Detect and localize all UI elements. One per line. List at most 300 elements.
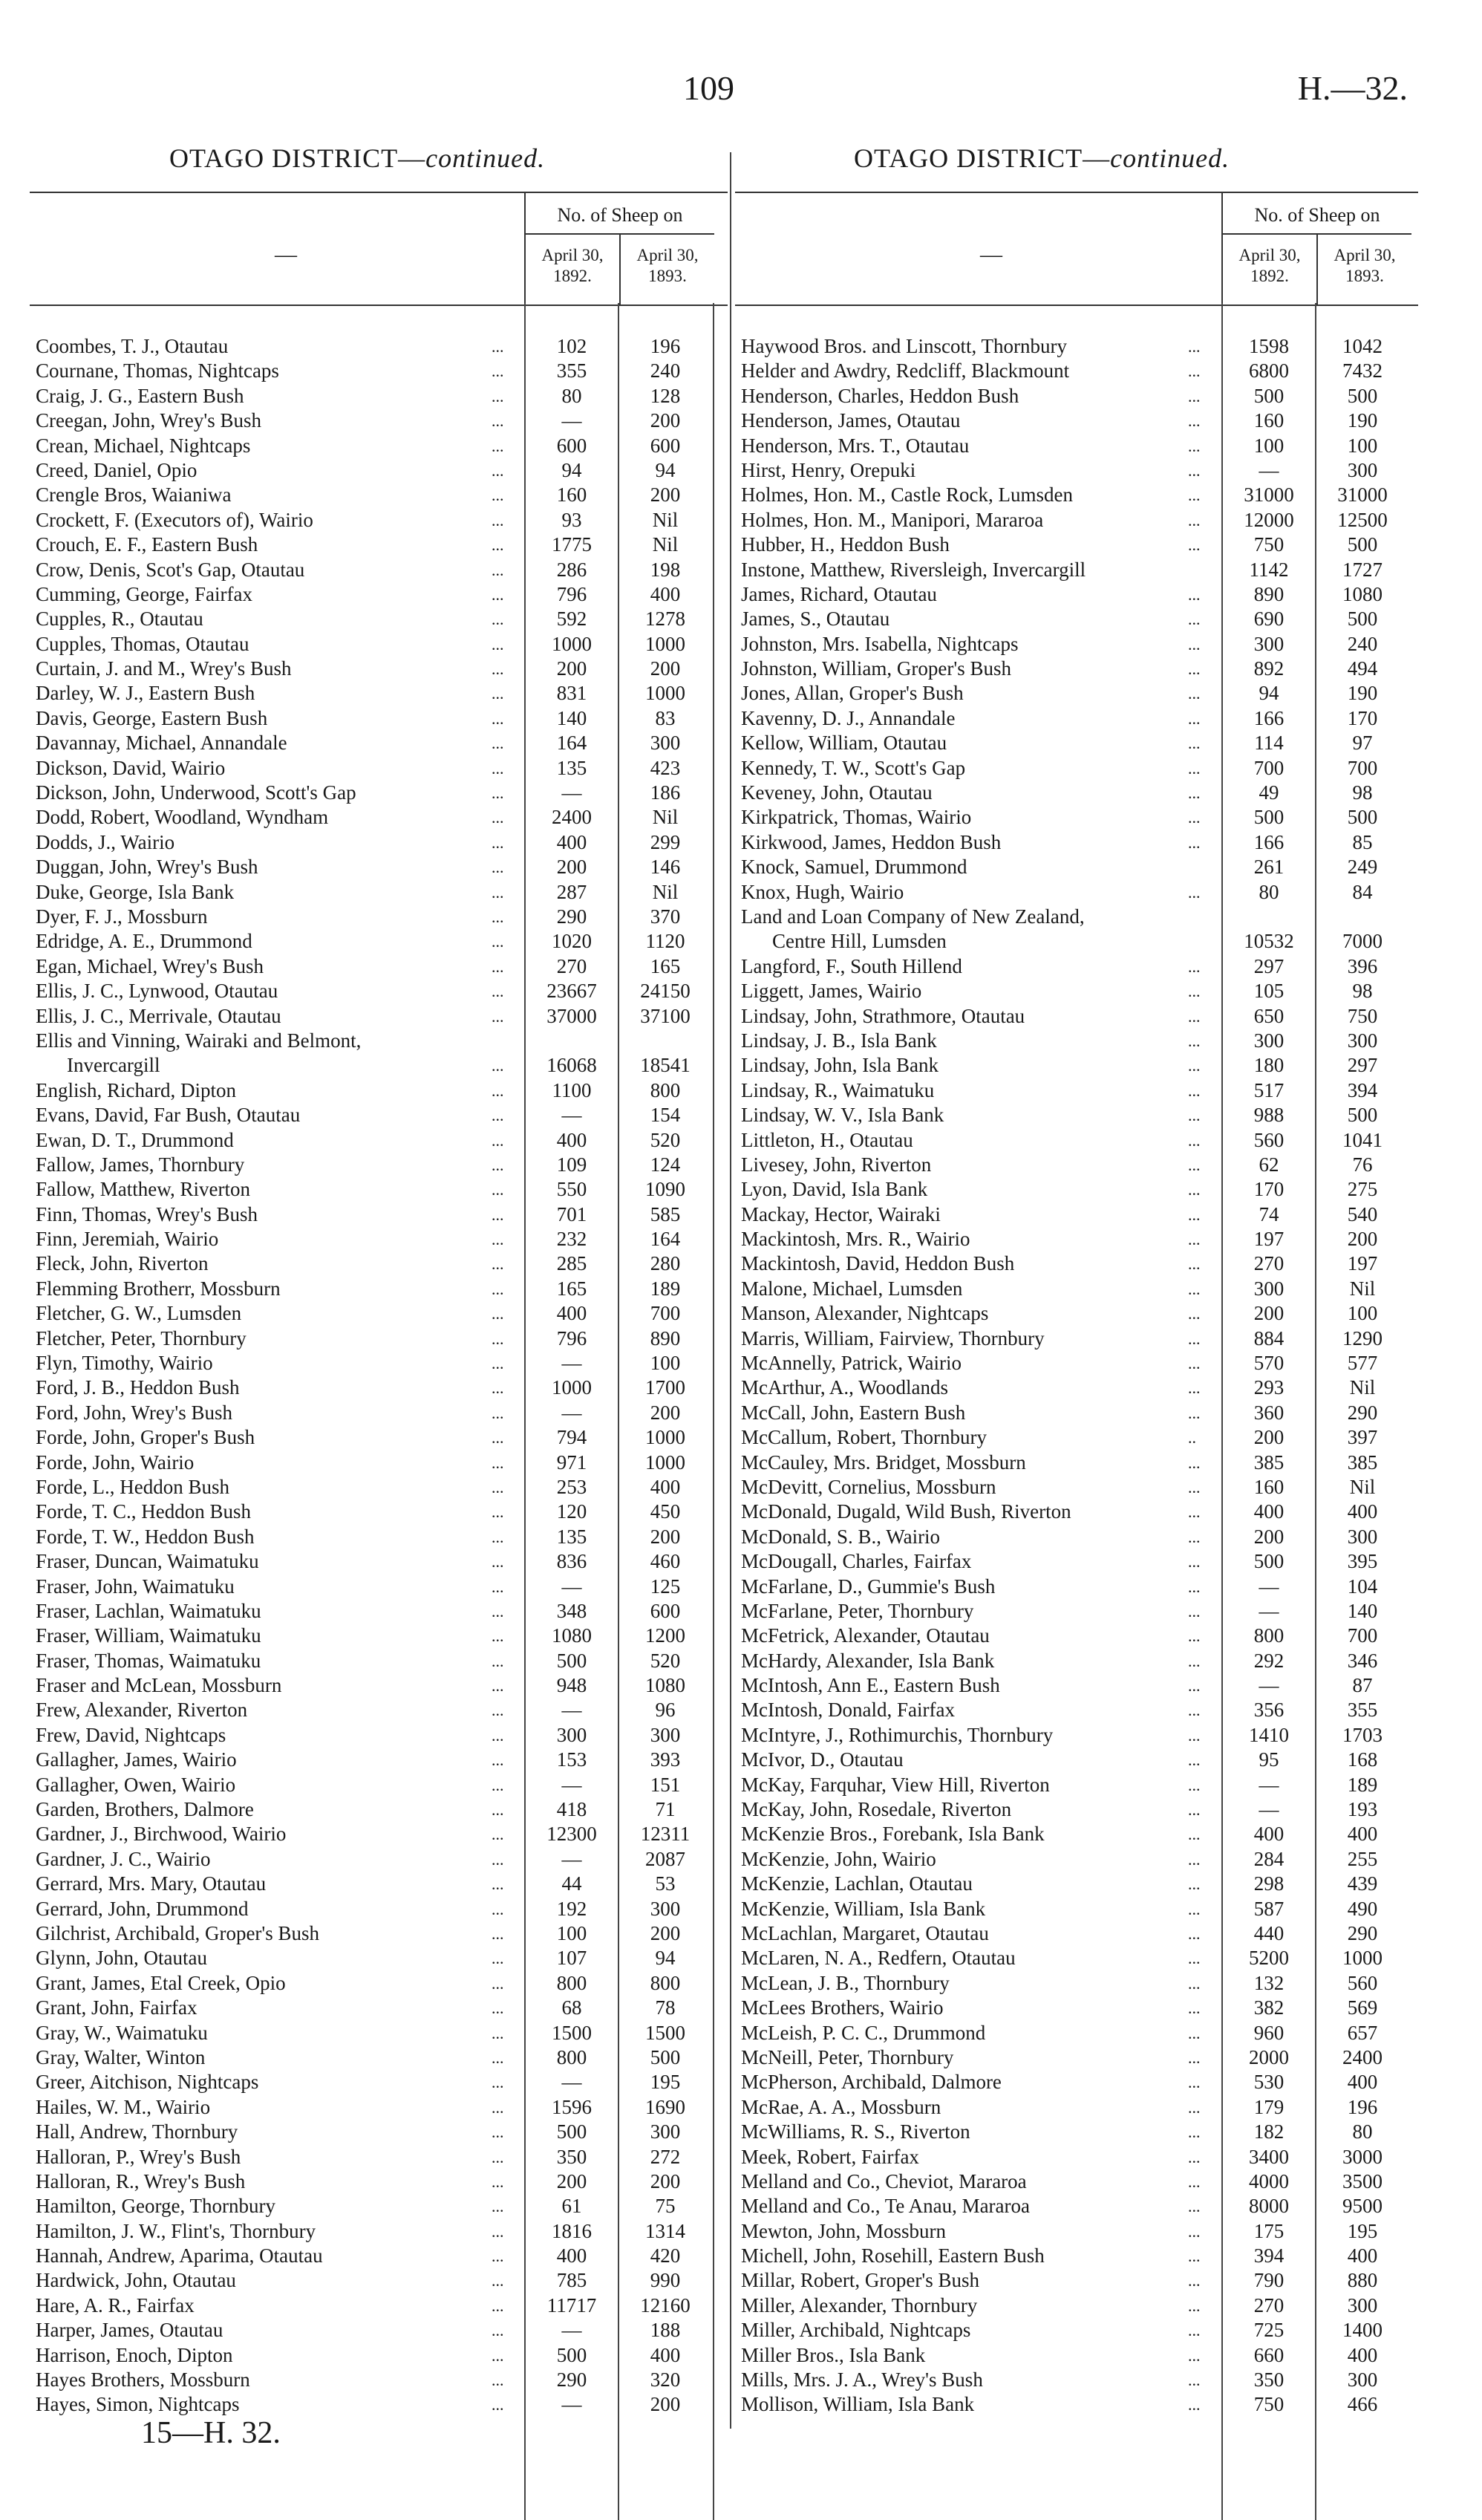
table-row — [735, 607, 1418, 631]
table-row — [30, 1202, 728, 1227]
row-name: Kirkwood, James, Heddon Bush — [741, 830, 1002, 853]
row-leader-dots: ... — [492, 1825, 504, 1844]
row-value-1893: 300 — [1347, 2293, 1378, 2316]
row-leader-dots: ... — [492, 1627, 504, 1646]
row-value-1893: 190 — [1347, 682, 1378, 705]
row-value-1892: 570 — [1253, 1352, 1284, 1375]
row-leader-dots: ... — [492, 436, 504, 455]
row-value-1893: 1500 — [645, 2021, 685, 2044]
row-value-1892: 385 — [1253, 1451, 1284, 1474]
row-name: Hamilton, George, Thornbury — [36, 2195, 275, 2218]
row-value-1892: 94 — [561, 458, 582, 481]
row-name: Evans, David, Far Bush, Otautau — [36, 1104, 301, 1127]
row-value-1893: 195 — [650, 2071, 681, 2094]
row-leader-dots: .. — [1188, 1428, 1196, 1448]
table-row — [30, 2343, 728, 2368]
row-value-1893: 577 — [1347, 1352, 1378, 1375]
row-value-1892: 95 — [1259, 1748, 1279, 1771]
table-row — [30, 2145, 728, 2169]
table-row — [30, 2244, 728, 2268]
row-leader-dots: ... — [492, 1924, 504, 1943]
row-leader-dots: ... — [492, 585, 504, 604]
table-row — [30, 2095, 728, 2120]
row-value-1893: 104 — [1347, 1575, 1378, 1598]
row-leader-dots: ... — [1188, 386, 1201, 406]
row-value-1892: — — [1259, 1773, 1279, 1796]
table-row — [735, 1351, 1418, 1375]
row-value-1893: 200 — [650, 2169, 681, 2192]
row-leader-dots: ... — [492, 1130, 504, 1150]
row-leader-dots: ... — [1188, 1130, 1201, 1150]
row-value-1892: 796 — [556, 1326, 587, 1349]
row-value-1893: Nil — [1349, 1475, 1376, 1498]
row-value-1893: 124 — [650, 1153, 681, 1176]
table-row — [735, 1177, 1418, 1202]
row-value-1892: 560 — [1253, 1128, 1284, 1151]
row-value-1892: 890 — [1253, 582, 1284, 605]
row-name: Kavenny, D. J., Annandale — [741, 706, 956, 729]
right-table — [735, 192, 1418, 2418]
table-row — [30, 805, 728, 830]
row-leader-dots: ... — [492, 510, 504, 530]
row-name: Ellis and Vinning, Wairaki and Belmont, — [36, 1029, 362, 1052]
row-leader-dots: ... — [492, 1304, 504, 1324]
row-value-1893: 280 — [650, 1252, 681, 1275]
row-leader-dots: ... — [492, 1849, 504, 1869]
table-row — [30, 905, 728, 929]
row-value-1893: 300 — [650, 1897, 681, 1920]
row-value-1893: 83 — [655, 706, 676, 729]
table-row — [735, 2219, 1418, 2244]
row-value-1893: 3000 — [1342, 2145, 1383, 2168]
header-col-1892: April 30, 1892. — [541, 246, 604, 285]
row-name: Dyer, F. J., Mossburn — [36, 905, 208, 928]
row-name: Hardwick, John, Otautau — [36, 2269, 236, 2292]
table-row — [30, 1525, 728, 1549]
row-leader-dots: ... — [492, 808, 504, 827]
row-value-1893: 200 — [650, 409, 681, 432]
row-value-1892: 164 — [556, 732, 587, 755]
row-name: Fraser, Duncan, Waimatuku — [36, 1550, 259, 1573]
row-name: Fraser and McLean, Mossburn — [36, 1674, 282, 1697]
row-name: Finn, Jeremiah, Wairio — [36, 1228, 219, 1251]
row-value-1893: 460 — [650, 1550, 681, 1573]
table-row — [30, 1599, 728, 1624]
row-value-1893: 300 — [650, 1723, 681, 1746]
row-leader-dots: ... — [492, 1577, 504, 1596]
row-leader-dots: ... — [492, 1800, 504, 1820]
table-row — [735, 2244, 1418, 2268]
row-leader-dots: ... — [492, 1502, 504, 1522]
row-value-1892: 5200 — [1249, 1947, 1289, 1970]
row-value-1892: 1080 — [552, 1624, 592, 1647]
row-value-1893: 1727 — [1342, 558, 1383, 581]
table-row — [735, 2045, 1418, 2070]
row-leader-dots: ... — [492, 2147, 504, 2166]
row-value-1892: 600 — [556, 434, 587, 457]
row-value-1893: 189 — [1347, 1773, 1378, 1796]
row-value-1892: 530 — [1253, 2071, 1284, 2094]
row-value-1893: 320 — [650, 2368, 681, 2392]
row-leader-dots: ... — [492, 1378, 504, 1398]
row-leader-dots: ... — [492, 1329, 504, 1348]
row-leader-dots: ... — [1188, 1849, 1201, 1869]
row-leader-dots: ... — [1188, 2247, 1201, 2266]
row-leader-dots: ... — [1188, 1056, 1201, 1075]
table-row — [735, 1549, 1418, 1574]
row-name: Knox, Hugh, Wairio — [741, 880, 904, 903]
row-name: Fraser, William, Waimatuku — [36, 1624, 261, 1647]
table-row — [735, 756, 1418, 781]
row-value-1892: 988 — [1253, 1104, 1284, 1127]
row-name: Glynn, John, Otautau — [36, 1947, 207, 1970]
row-value-1892: 550 — [556, 1178, 587, 1201]
row-name: McLaren, N. A., Redfern, Otautau — [741, 1947, 1016, 1970]
row-leader-dots: ... — [492, 337, 504, 356]
row-value-1893: 400 — [1347, 2071, 1378, 2094]
table-row — [30, 1698, 728, 1722]
table-row — [30, 855, 728, 879]
row-value-1893: 1041 — [1342, 1128, 1383, 1151]
row-name: Crockett, F. (Executors of), Wairio — [36, 508, 313, 531]
row-value-1892: 200 — [1253, 1302, 1284, 1325]
row-value-1893: 355 — [1347, 1699, 1378, 1722]
table-row — [735, 1475, 1418, 1500]
row-name: Cournane, Thomas, Nightcaps — [36, 359, 279, 382]
row-value-1893: 1000 — [1342, 1947, 1383, 1970]
row-leader-dots: ... — [492, 610, 504, 629]
table-row — [735, 905, 1418, 929]
row-value-1892: 400 — [556, 2244, 587, 2267]
row-value-1892: 592 — [556, 608, 587, 631]
row-value-1892: 37000 — [546, 1004, 597, 1027]
row-name: Finn, Thomas, Wrey's Bush — [36, 1202, 258, 1225]
table-row — [30, 1053, 728, 1078]
table-row — [30, 1996, 728, 2020]
row-leader-dots: ... — [1188, 1627, 1201, 1646]
row-value-1893: 1200 — [645, 1624, 685, 1647]
table-row — [735, 334, 1418, 359]
row-name: Grant, John, Fairfax — [36, 1996, 198, 2019]
row-leader-dots: ... — [1188, 1999, 1201, 2018]
row-name: McCall, John, Eastern Bush — [741, 1401, 966, 1424]
row-name: Hall, Andrew, Thornbury — [36, 2120, 238, 2143]
row-name: Manson, Alexander, Nightcaps — [741, 1302, 989, 1325]
table-row — [735, 1599, 1418, 1624]
table-row — [735, 1004, 1418, 1029]
row-value-1892: 16068 — [546, 1054, 597, 1077]
row-leader-dots: ... — [1188, 1676, 1201, 1696]
row-value-1893: 12500 — [1337, 508, 1388, 531]
row-name: Forde, John, Groper's Bush — [36, 1426, 255, 1449]
header-group — [1221, 193, 1411, 305]
row-leader-dots: ... — [492, 982, 504, 1001]
row-leader-dots: ... — [1188, 709, 1201, 728]
row-name: McFarlane, Peter, Thornbury — [741, 1599, 974, 1622]
row-value-1892: 100 — [1253, 434, 1284, 457]
district-title-suffix: continued. — [1110, 143, 1230, 173]
row-value-1893: 1400 — [1342, 2319, 1383, 2342]
row-value-1893: 423 — [650, 756, 681, 779]
row-value-1892: 350 — [1253, 2368, 1284, 2392]
row-name: Dodd, Robert, Woodland, Wyndham — [36, 806, 329, 829]
row-value-1893: 154 — [650, 1104, 681, 1127]
row-leader-dots: ... — [492, 932, 504, 951]
row-leader-dots: ... — [1188, 2147, 1201, 2166]
row-value-1893: 100 — [1347, 434, 1378, 457]
row-value-1893: 300 — [1347, 458, 1378, 481]
row-value-1892: 107 — [556, 1947, 587, 1970]
table-row — [735, 1500, 1418, 1524]
row-name: Davannay, Michael, Annandale — [36, 732, 287, 755]
row-name: Keveney, John, Otautau — [741, 781, 933, 804]
row-name: McKenzie, John, Wairio — [741, 1847, 936, 1870]
table-row — [30, 1897, 728, 1921]
row-value-1892: 660 — [1253, 2343, 1284, 2366]
row-value-1892: — — [561, 2319, 582, 2342]
table-row — [735, 954, 1418, 979]
table-row — [735, 1797, 1418, 1822]
row-value-1893: 9500 — [1342, 2195, 1383, 2218]
table-row — [735, 1847, 1418, 1872]
row-name: Davis, George, Eastern Bush — [36, 706, 268, 729]
table-row — [735, 582, 1418, 607]
row-name: Lindsay, J. B., Isla Bank — [741, 1029, 937, 1052]
table-row — [30, 731, 728, 755]
row-value-1893: 600 — [650, 434, 681, 457]
row-leader-dots: ... — [1188, 1527, 1201, 1546]
row-value-1892: — — [1259, 1575, 1279, 1598]
table-row — [30, 929, 728, 954]
row-value-1892: 836 — [556, 1550, 587, 1573]
table-row — [735, 483, 1418, 507]
row-value-1893: 395 — [1347, 1550, 1378, 1573]
row-name: Centre Hill, Lumsden — [772, 930, 947, 953]
row-value-1893: 7432 — [1342, 359, 1383, 382]
row-value-1892: 170 — [1253, 1178, 1284, 1201]
row-leader-dots: ... — [492, 1527, 504, 1546]
row-leader-dots: ... — [492, 1552, 504, 1572]
table-row — [30, 1004, 728, 1029]
row-leader-dots: ... — [1188, 833, 1201, 852]
row-value-1892: 49 — [1259, 781, 1279, 804]
row-name: Forde, T. W., Heddon Bush — [36, 1525, 255, 1548]
row-leader-dots: ... — [1188, 660, 1201, 679]
row-value-1892: 400 — [556, 1128, 587, 1151]
row-leader-dots: ... — [492, 1006, 504, 1026]
row-value-1892: 587 — [1253, 1897, 1284, 1920]
row-name: Gardner, J., Birchwood, Wairio — [36, 1823, 287, 1846]
row-value-1893: 100 — [1347, 1302, 1378, 1325]
table-row — [30, 1649, 728, 1673]
row-leader-dots: ... — [1188, 2371, 1201, 2390]
row-name: Melland and Co., Te Anau, Mararoa — [741, 2195, 1031, 2218]
table-row — [735, 2021, 1418, 2045]
row-leader-dots: ... — [1188, 957, 1201, 976]
row-name: Gardner, J. C., Wairio — [36, 1847, 211, 1870]
table-row — [735, 508, 1418, 533]
row-value-1892: 892 — [1253, 657, 1284, 680]
row-value-1892: 800 — [556, 2045, 587, 2068]
row-value-1892: 8000 — [1249, 2195, 1289, 2218]
row-value-1893: 1703 — [1342, 1723, 1383, 1746]
row-value-1893: 189 — [650, 1277, 681, 1300]
row-name: Ellis, J. C., Lynwood, Otautau — [36, 980, 278, 1003]
row-value-1893: 200 — [1347, 1228, 1378, 1251]
row-value-1892: 160 — [556, 484, 587, 507]
table-row — [735, 2145, 1418, 2169]
row-value-1893: 657 — [1347, 2021, 1378, 2044]
row-leader-dots: ... — [492, 1725, 504, 1745]
row-leader-dots: ... — [492, 957, 504, 976]
row-name: Kellow, William, Otautau — [741, 732, 947, 755]
table-row — [30, 1351, 728, 1375]
row-name: McKay, John, Rosedale, Riverton — [741, 1798, 1012, 1821]
row-name: McLean, J. B., Thornbury — [741, 1971, 950, 1994]
table-row — [735, 359, 1418, 383]
row-leader-dots: ... — [492, 1403, 504, 1422]
row-name: Harper, James, Otautau — [36, 2319, 223, 2342]
row-leader-dots: ... — [492, 1676, 504, 1696]
row-leader-dots: ... — [1188, 1378, 1201, 1398]
table-row — [735, 1301, 1418, 1326]
table-row — [30, 2021, 728, 2045]
table-row — [735, 1375, 1418, 1400]
row-leader-dots: ... — [1188, 2048, 1201, 2067]
row-leader-dots: ... — [1188, 1701, 1201, 1720]
table-row — [735, 1624, 1418, 1648]
row-value-1892: 1100 — [552, 1078, 592, 1101]
row-value-1893: 700 — [1347, 1624, 1378, 1647]
row-value-1892: 297 — [1253, 954, 1284, 977]
row-value-1892: 796 — [556, 582, 587, 605]
row-value-1892: 1596 — [552, 2095, 592, 2118]
row-leader-dots: ... — [492, 660, 504, 679]
header-group-title: No. of Sheep on — [526, 198, 714, 235]
row-name: Fletcher, Peter, Thornbury — [36, 1326, 247, 1349]
row-value-1892: 394 — [1253, 2244, 1284, 2267]
row-name: Crengle Bros, Waianiwa — [36, 484, 232, 507]
row-value-1892: 800 — [1253, 1624, 1284, 1647]
row-name: McIvor, D., Otautau — [741, 1748, 904, 1771]
row-leader-dots: ... — [1188, 734, 1201, 753]
row-value-1893: 97 — [1352, 732, 1373, 755]
row-name: Cupples, Thomas, Otautau — [36, 632, 249, 655]
row-value-1893: Nil — [652, 533, 679, 556]
row-leader-dots: ... — [492, 758, 504, 778]
row-leader-dots: ... — [1188, 1973, 1201, 1993]
row-value-1892: — — [1259, 1798, 1279, 1821]
row-value-1893: 240 — [650, 359, 681, 382]
row-value-1892: 356 — [1253, 1699, 1284, 1722]
row-name: Mackintosh, David, Heddon Bush — [741, 1252, 1015, 1275]
row-name: Gallagher, Owen, Wairio — [36, 1773, 236, 1796]
table-row — [30, 1575, 728, 1599]
row-leader-dots: ... — [1188, 784, 1201, 803]
row-value-1893: 24150 — [640, 980, 691, 1003]
row-name: Fraser, Lachlan, Waimatuku — [36, 1599, 261, 1622]
row-leader-dots: ... — [492, 882, 504, 902]
row-name: Frew, Alexander, Riverton — [36, 1699, 248, 1722]
row-name: Crouch, E. F., Eastern Bush — [36, 533, 258, 556]
row-name: McKenzie Bros., Forebank, Isla Bank — [741, 1823, 1045, 1846]
row-value-1893: 31000 — [1337, 484, 1388, 507]
table-row — [735, 1996, 1418, 2020]
table-row — [30, 1177, 728, 1202]
footer-signature: 15—H. 32. — [141, 2416, 281, 2450]
row-leader-dots: ... — [492, 1973, 504, 1993]
row-name: Lindsay, John, Isla Bank — [741, 1054, 939, 1077]
row-name: Malone, Michael, Lumsden — [741, 1277, 963, 1300]
row-name: McKenzie, Lachlan, Otautau — [741, 1872, 973, 1895]
row-leader-dots: ... — [1188, 1800, 1201, 1820]
row-leader-dots: ... — [492, 1056, 504, 1075]
row-name: Fleck, John, Riverton — [36, 1252, 209, 1275]
row-name: Gerrard, Mrs. Mary, Otautau — [36, 1872, 267, 1895]
row-value-1893: 200 — [650, 657, 681, 680]
row-value-1893: 7000 — [1342, 930, 1383, 953]
table-row — [735, 805, 1418, 830]
row-value-1892: 285 — [556, 1252, 587, 1275]
row-value-1892: 166 — [1253, 706, 1284, 729]
row-leader-dots: ... — [1188, 2345, 1201, 2365]
row-value-1893: 800 — [650, 1971, 681, 1994]
row-leader-dots: ... — [1188, 1006, 1201, 1026]
table-row — [30, 1227, 728, 1251]
row-value-1893: 500 — [1347, 1104, 1378, 1127]
row-name: Millar, Robert, Groper's Bush — [741, 2269, 979, 2292]
row-name: Langford, F., South Hillend — [741, 954, 962, 977]
row-value-1893: 165 — [650, 954, 681, 977]
row-leader-dots: ... — [492, 2296, 504, 2315]
row-value-1893: 94 — [655, 1947, 676, 1970]
row-value-1892: — — [561, 1401, 582, 1424]
table-row — [735, 1401, 1418, 1425]
row-name: McFarlane, D., Gummie's Bush — [741, 1575, 996, 1598]
row-name: Mewton, John, Mossburn — [741, 2219, 947, 2242]
left-table — [30, 192, 728, 2418]
row-leader-dots: ... — [492, 858, 504, 877]
row-leader-dots: ... — [1188, 1477, 1201, 1497]
row-leader-dots: ... — [492, 1180, 504, 1199]
row-value-1892: 132 — [1253, 1971, 1284, 1994]
row-value-1892: 948 — [556, 1674, 587, 1697]
row-leader-dots: ... — [1188, 1751, 1201, 1770]
row-value-1892: 700 — [1253, 756, 1284, 779]
row-value-1892: 11717 — [546, 2293, 597, 2316]
table-row — [30, 1103, 728, 1127]
row-value-1892: 1000 — [552, 632, 592, 655]
row-value-1893: 420 — [650, 2244, 681, 2267]
row-name: Gallagher, James, Wairio — [36, 1748, 237, 1771]
page-number: 109 — [683, 69, 734, 107]
row-value-1892: 232 — [556, 1228, 587, 1251]
table-row — [30, 483, 728, 507]
row-value-1892: 400 — [556, 830, 587, 853]
row-leader-dots: ... — [1188, 1949, 1201, 1968]
row-value-1892: — — [561, 781, 582, 804]
row-value-1893: 75 — [655, 2195, 676, 2218]
table-row — [30, 2120, 728, 2144]
row-name: Mackintosh, Mrs. R., Wairio — [741, 1228, 970, 1251]
row-leader-dots: ... — [492, 2073, 504, 2092]
row-value-1892: 286 — [556, 558, 587, 581]
row-name: Invercargill — [67, 1054, 160, 1077]
row-leader-dots: ... — [492, 1601, 504, 1621]
row-value-1892: 12300 — [546, 1823, 597, 1846]
row-value-1892: 794 — [556, 1426, 587, 1449]
row-value-1893: 500 — [650, 2045, 681, 2068]
